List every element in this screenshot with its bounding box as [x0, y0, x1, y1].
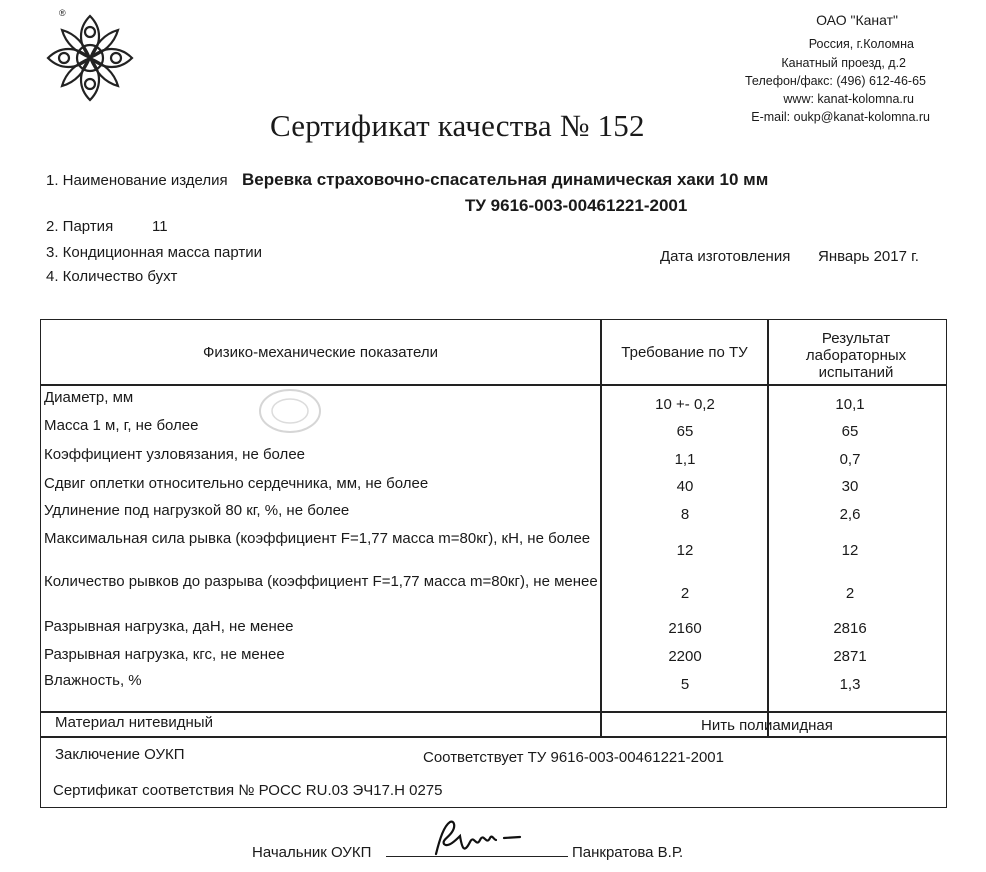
mass-label: 3. Кондиционная масса партии	[46, 244, 262, 261]
product-value: Веревка страховочно-спасательная динамическая хаки 10 мм	[242, 170, 769, 189]
header-parameters: Физико-механические показатели	[203, 344, 438, 361]
conclusion-label: Заключение ОУКП	[55, 746, 185, 763]
row-label: Влажность, %	[44, 672, 142, 689]
head-title: Начальник ОУКП	[252, 844, 372, 861]
row-label: Диаметр, мм	[44, 389, 134, 406]
row-result: 2,6	[839, 506, 861, 523]
table-divider	[600, 711, 602, 737]
batch-label: 2. Партия	[46, 218, 114, 235]
row-requirement: 5	[680, 676, 690, 693]
stamp-icon	[256, 386, 324, 436]
row-result: 1,3	[839, 676, 861, 693]
material-label: Материал нитевидный	[55, 714, 213, 731]
quality-table	[40, 319, 947, 808]
row-result: 65	[841, 423, 859, 440]
product-spec: ТУ 9616-003-00461221-2001	[465, 196, 688, 215]
table-divider	[41, 384, 946, 386]
row-label: Разрывная нагрузка, даН, не менее	[44, 618, 294, 635]
head-name: Панкратова В.Р.	[572, 844, 684, 861]
company-phone: Телефон/факс: (496) 612-46-65	[744, 74, 926, 88]
row-requirement: 40	[676, 478, 694, 495]
coils-label: 4. Количество бухт	[46, 268, 178, 285]
product-label: 1. Наименование изделия	[46, 172, 228, 189]
signature-icon	[430, 818, 530, 862]
rope-knot-logo-icon	[40, 8, 140, 108]
registered-mark: ®	[59, 8, 66, 18]
row-label: Удлинение под нагрузкой 80 кг, %, не более	[44, 502, 350, 519]
row-result: 0,7	[839, 451, 861, 468]
row-result: 12	[841, 542, 859, 559]
row-requirement: 2	[680, 585, 690, 602]
row-requirement: 8	[680, 506, 690, 523]
row-requirement: 10 +- 0,2	[655, 396, 715, 413]
company-address: Канатный проезд, д.2	[781, 56, 906, 70]
row-result: 2871	[833, 648, 867, 665]
company-website: www: kanat-kolomna.ru	[783, 92, 914, 106]
row-requirement: 12	[676, 542, 694, 559]
table-divider	[767, 320, 769, 737]
row-requirement: 2160	[668, 620, 702, 637]
row-requirement: 65	[676, 423, 694, 440]
row-label: Количество рывков до разрыва (коэффициент F=1,77 масса m=80кг), не менее	[44, 573, 598, 590]
row-result: 2	[845, 585, 855, 602]
row-label: Коэффициент узловязания, не более	[44, 446, 305, 463]
page-title: Сертификат качества № 152	[270, 108, 645, 143]
company-country-city: Россия, г.Коломна	[808, 37, 914, 51]
table-divider	[41, 711, 946, 713]
certificate-number: Сертификат соответствия № РОСС RU.03 ЭЧ17.Н 0275	[53, 782, 443, 799]
row-result: 2816	[833, 620, 867, 637]
date-value: Январь 2017 г.	[818, 248, 919, 265]
company-name: ОАО "Канат"	[816, 12, 898, 28]
conclusion-value: Соответствует ТУ 9616-003-00461221-2001	[423, 749, 724, 766]
row-label: Максимальная сила рывка (коэффициент F=1,77 масса m=80кг), кН, не более	[44, 530, 591, 547]
row-label: Сдвиг оплетки относительно сердечника, мм, не более	[44, 475, 429, 492]
row-result: 10,1	[835, 396, 865, 413]
row-requirement: 2200	[668, 648, 702, 665]
company-email: E-mail: oukp@kanat-kolomna.ru	[751, 110, 930, 124]
row-result: 30	[841, 478, 859, 495]
header-requirement: Требование по ТУ	[621, 344, 748, 361]
row-label: Масса 1 м, г, не более	[44, 417, 199, 434]
table-divider	[41, 736, 946, 738]
row-label: Разрывная нагрузка, кгс, не менее	[44, 646, 285, 663]
material-value: Нить полиамидная	[701, 717, 833, 734]
row-requirement: 1,1	[674, 451, 696, 468]
batch-value: 11	[152, 218, 168, 235]
header-result: Результат лабораторных испытаний	[805, 330, 907, 381]
date-label: Дата изготовления	[660, 248, 791, 265]
